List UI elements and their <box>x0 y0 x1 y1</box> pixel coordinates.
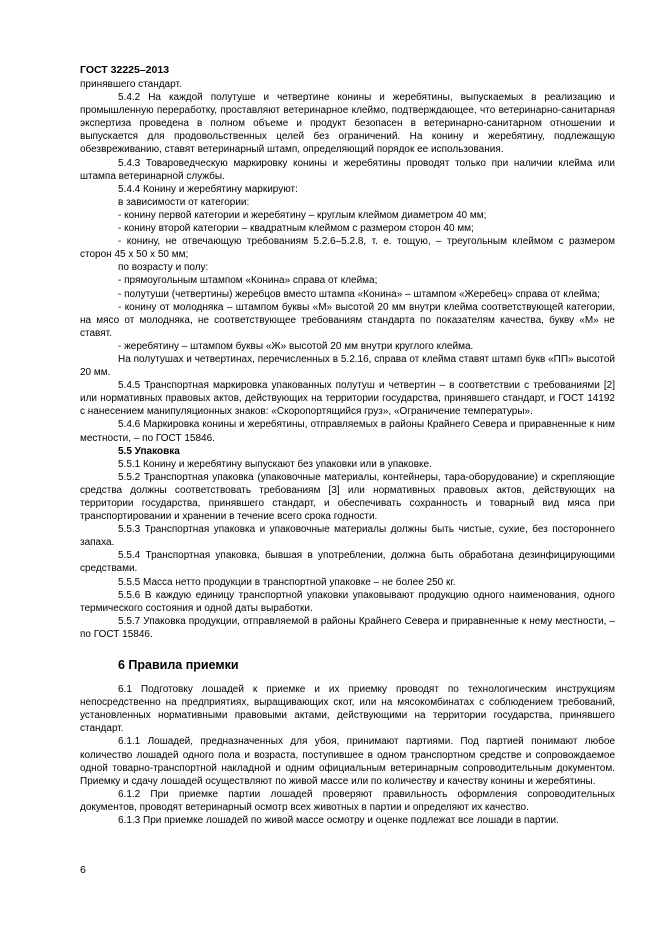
list-item-young-stamp: - конину от молодняка – штампом буквы «М» высотой 20 мм внутри клейма соответствующей категории, на мясо от молодняка, не соответствующее требованиям стандарта по показателям качества, букву «М» не ставят. <box>80 301 615 339</box>
document-body <box>80 78 615 827</box>
paragraph-pp-stamp: На полутушах и четвертинах, перечисленных в 5.2.16, справа от клейма ставят штамп букв «ПП» высотой 20 мм. <box>80 353 615 379</box>
paragraph-5-5-7: 5.5.7 Упаковка продукции, отправляемой в районы Крайнего Севера и приравненные к нему местности, – по ГОСТ 15846. <box>80 615 615 640</box>
list-item-konina-stamp: - прямоугольным штампом «Конина» справа от клейма; <box>118 275 378 287</box>
paragraph-6-1-1: 6.1.1 Лошадей, предназначенных для убоя, принимают партиями. Под партией понимают любое количество лошадей одного пола и возраста, поступившее в одном транспортном средстве и сопровождаемое одной товарно-транспортной накладной и одним официальным ветеринарным сопроводительным документом. Приемку и сдачу лошадей осуществляют по живой массе или по количеству и качеству конины и жеребятины. <box>80 736 615 787</box>
paragraph-5-4-3: 5.4.3 Товароведческую маркировку конины и жеребятины проводят только при наличии клейма или штампа ветеринарной службы. <box>80 157 615 182</box>
paragraph-continuation: принявшего стандарт. <box>80 79 182 90</box>
paragraph-5-5-5: 5.5.5 Масса нетто продукции в транспортной упаковке – не более 250 кг. <box>118 576 456 588</box>
paragraph-5-5-3: 5.5.3 Транспортная упаковка и упаковочные материалы должны быть чистые, сухие, без постороннего запаха. <box>80 524 615 549</box>
list-lead-age-sex: по возрасту и полу: <box>118 262 209 274</box>
list-lead-category: в зависимости от категории: <box>118 196 250 208</box>
list-item-first-category: - конину первой категории и жеребятину – круглым клеймом диаметром 40 мм; <box>118 209 487 221</box>
paragraph-6-1-3: 6.1.3 При приемке лошадей по живой массе осмотру и оценке подлежат все лошади в партии. <box>118 814 559 826</box>
paragraph-5-4-6: 5.4.6 Маркировка конины и жеребятины, отправляемых в районы Крайнего Севера и приравненные к ним местности, – по ГОСТ 15846. <box>80 419 615 444</box>
paragraph-6-1: 6.1 Подготовку лошадей к приемке и их приемку проводят по технологическим инструкциям непосредственно на предприятиях, выращивающих скот, или на мясокомбинатах с соблюдением требований, установленных нормативными правовыми актами, действующими на территории государства, принявшего стандарт. <box>80 684 615 735</box>
document-code-header: ГОСТ 32225–2013 <box>80 64 170 76</box>
paragraph-5-5-4: 5.5.4 Транспортная упаковка, бывшая в употреблении, должна быть обработана дезинфицирующими средствами. <box>80 550 615 575</box>
paragraph-5-4-5: 5.4.5 Транспортная маркировка упакованных полутуш и четвертин – в соответствии с требованиями [2] или нормативных правовых актов, действующих на территории государства, принявшего стандарт, и ГОСТ 14192 с нанесением манипуляционных знаков: «Скоропортящийся груз», «Ограничение температуры». <box>80 380 615 418</box>
section-heading-acceptance: 6 Правила приемки <box>118 658 239 673</box>
paragraph-5-5-1: 5.5.1 Конину и жеребятину выпускают без упаковки или в упаковке. <box>118 458 432 470</box>
list-item-second-category: - конину второй категории – квадратным клеймом с размером сторон 40 мм; <box>118 223 474 235</box>
list-item-foal-stamp: - жеребятину – штампом буквы «Ж» высотой 20 мм внутри круглого клейма. <box>118 340 474 352</box>
paragraph-5-4-4: 5.4.4 Конину и жеребятину маркируют: <box>118 183 298 195</box>
paragraph-5-5-6: 5.5.6 В каждую единицу транспортной упаковки упаковывают продукцию одного наименования, одного термического состояния и одной даты выработки. <box>80 589 615 614</box>
paragraph-5-5-2: 5.5.2 Транспортная упаковка (упаковочные материалы, контейнеры, тара-оборудование) и скрепляющие средства должны соответствовать требованиям [3] или нормативных правовых актов, действующих на территории государства, принявшего стандарт, и обеспечивать сохранность и товарный вид мяса при транспортировании и хранении в течение всего срока годности. <box>80 471 615 523</box>
list-item-stallion-stamp: - полутуши (четвертины) жеребцов вместо штампа «Конина» – штампом «Жеребец» справа от клейма; <box>118 288 600 300</box>
paragraph-6-1-2: 6.1.2 При приемке партии лошадей проверяют правильность оформления сопроводительных документов, проводят ветеринарный осмотр всех животных в партии и определяют их качество. <box>80 788 615 813</box>
paragraph-5-4-2: 5.4.2 На каждой полутуше и четвертине конины и жеребятины, выпускаемых в реализацию и промышленную переработку, проставляют ветеринарное клеймо, подтверждающее, что ветеринарно-санитарная экспертиза проведена в полном объеме и продукт безопасен в ветеринарно-санитарном отношении и выпускается для продовольственных целей без ограничений. На конину и жеребятину, подлежащую обезвреживанию, ставят ветеринарный штамп, определяющий порядок ее использования. <box>80 92 615 156</box>
page-number: 6 <box>80 864 86 876</box>
subsection-heading-packaging: 5.5 Упаковка <box>118 445 180 457</box>
list-item-lean-meat: - конину, не отвечающую требованиям 5.2.6–5.2.8, т. е. тощую, – треугольным клеймом с размером сторон 45 х 50 х 50 мм; <box>80 236 615 261</box>
